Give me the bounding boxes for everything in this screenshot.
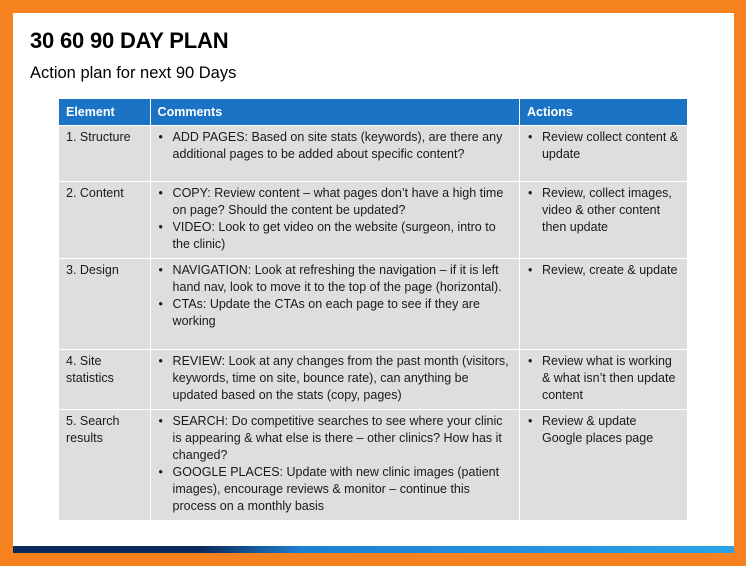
comments-cell	[150, 259, 519, 350]
comments-cell	[150, 182, 519, 259]
header-comments: Comments	[150, 99, 519, 126]
comment-item: • REVIEW: Look at any changes from the past month (visitors, keywords, time on site, bounce rate), can anything be updated based on the stats (copy, pages)	[158, 353, 512, 404]
table-header-row	[59, 99, 688, 126]
table-row	[59, 350, 688, 410]
header-actions: Actions	[519, 99, 687, 126]
table-row	[59, 259, 688, 350]
page-title: 30 60 90 DAY PLAN	[30, 28, 229, 53]
plan-table	[58, 98, 688, 521]
action-item: • Review, create & update	[527, 262, 680, 279]
element-cell: 4. Site statistics	[59, 350, 151, 410]
comment-item: • COPY: Review content – what pages don’t have a high time on page? Should the content be updated?	[158, 185, 512, 219]
comment-item: • VIDEO: Look to get video on the website (surgeon, intro to the clinic)	[158, 219, 512, 253]
slide	[13, 13, 734, 553]
comment-item: • SEARCH: Do competitive searches to see where your clinic is appearing & what else is there – other clinics? How has it changed?	[158, 413, 512, 464]
header-element: Element	[59, 99, 151, 126]
comment-item: • GOOGLE PLACES: Update with new clinic images (patient images), encourage reviews & monitor – continue this process on a monthly basis	[158, 464, 512, 515]
element-cell: 5. Search results	[59, 410, 151, 521]
table-row	[59, 126, 688, 182]
actions-cell	[519, 350, 687, 410]
table-row	[59, 182, 688, 259]
element-cell: 1. Structure	[59, 126, 151, 182]
comment-item: • CTAs: Update the CTAs on each page to see if they are working	[158, 296, 512, 330]
action-item: • Review, collect images, video & other content then update	[527, 185, 680, 236]
comments-cell	[150, 126, 519, 182]
actions-cell	[519, 182, 687, 259]
page-subtitle: Action plan for next 90 Days	[30, 64, 237, 82]
element-cell: 3. Design	[59, 259, 151, 350]
footer-gradient-bar	[13, 546, 734, 553]
actions-cell	[519, 410, 687, 521]
action-item: • Review what is working & what isn’t then update content	[527, 353, 680, 404]
comment-item: • ADD PAGES: Based on site stats (keywords), are there any additional pages to be added about specific content?	[158, 129, 512, 163]
comments-cell	[150, 410, 519, 521]
table-row	[59, 410, 688, 521]
action-item: • Review collect content & update	[527, 129, 680, 163]
comment-item: • NAVIGATION: Look at refreshing the navigation – if it is left hand nav, look to move it to the top of the page (horizontal).	[158, 262, 512, 296]
action-item: • Review & update Google places page	[527, 413, 680, 447]
actions-cell	[519, 126, 687, 182]
actions-cell	[519, 259, 687, 350]
element-cell: 2. Content	[59, 182, 151, 259]
comments-cell	[150, 350, 519, 410]
